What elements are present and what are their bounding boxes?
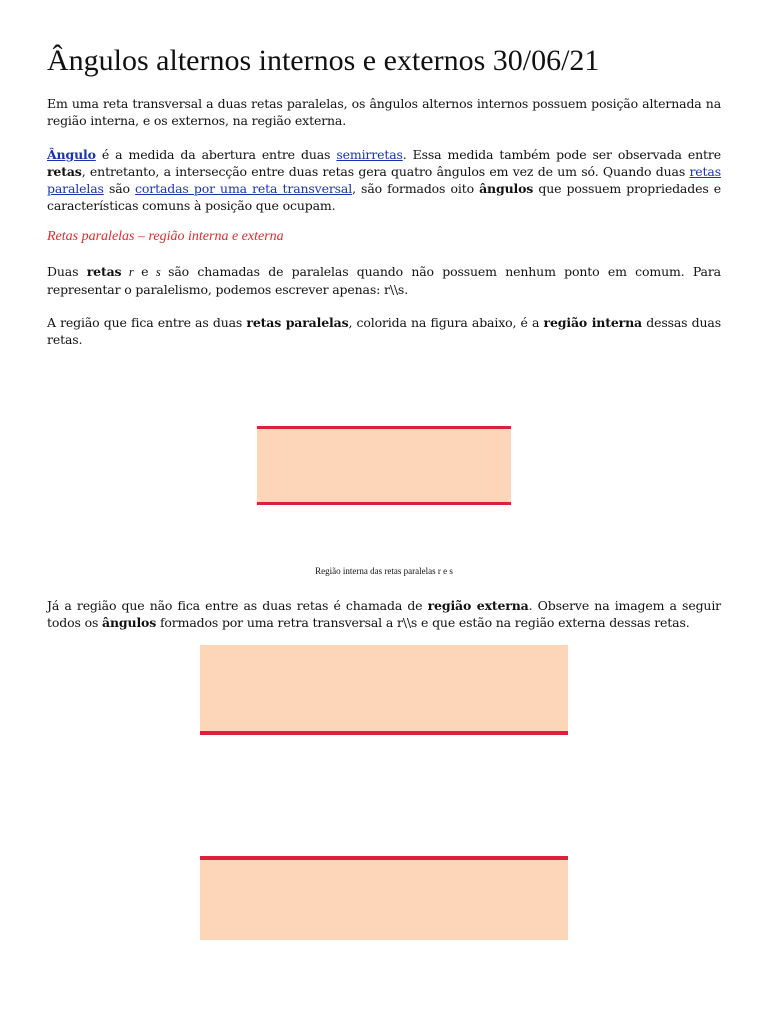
- text: , entretanto, a intersecção entre duas retas gera quatro ângulos em vez de um só. Quando duas: [81, 164, 690, 179]
- text: , são formados oito: [352, 181, 480, 196]
- italic-r: r: [121, 265, 142, 279]
- figure1-caption: Região interna das retas paralelas r e s: [315, 566, 453, 576]
- internal-region-paragraph: [47, 314, 721, 348]
- text: e: [141, 264, 149, 279]
- internal-region-figure: [257, 426, 511, 505]
- external-region-lower-figure: [200, 856, 568, 940]
- link-angulo[interactable]: Ângulo: [47, 147, 96, 162]
- text: . Essa medida também pode ser observada entre: [402, 147, 721, 162]
- bold-text: região interna: [543, 315, 642, 330]
- bold-text: retas: [86, 264, 122, 279]
- text: são: [103, 181, 136, 196]
- text: Já a região que não fica entre as duas retas é chamada de: [47, 598, 428, 613]
- bold-text: ângulos: [102, 615, 157, 630]
- intro-paragraph: Em uma reta transversal a duas retas paralelas, os ângulos alternos internos possuem posição alternada na região interna, e os externos, na região externa.: [47, 96, 721, 128]
- text: formados por uma retra transversal a r\\s e que estão na região externa dessas retas.: [156, 615, 690, 630]
- bold-text: retas: [47, 164, 82, 179]
- text: dessas duas retas.: [47, 315, 721, 347]
- text: Duas: [47, 264, 87, 279]
- link-retas-paralelas[interactable]: retas paralelas: [47, 164, 721, 196]
- text: que possuem propriedades e características comuns à posição que ocupam.: [47, 181, 721, 213]
- bold-text: ângulos: [479, 181, 534, 196]
- text: é a medida da abertura entre duas: [95, 147, 337, 162]
- section-heading: Retas paralelas – região interna e externa: [47, 229, 284, 244]
- text: A região que fica entre as duas: [47, 315, 247, 330]
- external-region-upper-figure: [200, 645, 568, 735]
- italic-s: s: [148, 265, 169, 279]
- bold-text: região externa: [427, 598, 529, 613]
- text: . Observe na imagem a seguir todos os: [47, 598, 721, 630]
- page-title: Ângulos alternos internos e externos 30/06/21: [47, 44, 600, 77]
- link-semirretas[interactable]: semirretas: [336, 147, 403, 162]
- external-region-paragraph: [47, 597, 721, 631]
- link-cortadas-transversal[interactable]: cortadas por uma reta transversal: [135, 181, 353, 196]
- bold-text: retas paralelas: [246, 315, 349, 330]
- text: são chamadas de paralelas quando não possuem nenhum ponto em comum. Para representar o paralelismo, podemos escrever apenas: r\\s.: [47, 264, 721, 297]
- angle-definition-paragraph: [47, 146, 721, 214]
- parallel-definition-paragraph: [47, 263, 721, 298]
- text: , colorida na figura abaixo, é a: [348, 315, 544, 330]
